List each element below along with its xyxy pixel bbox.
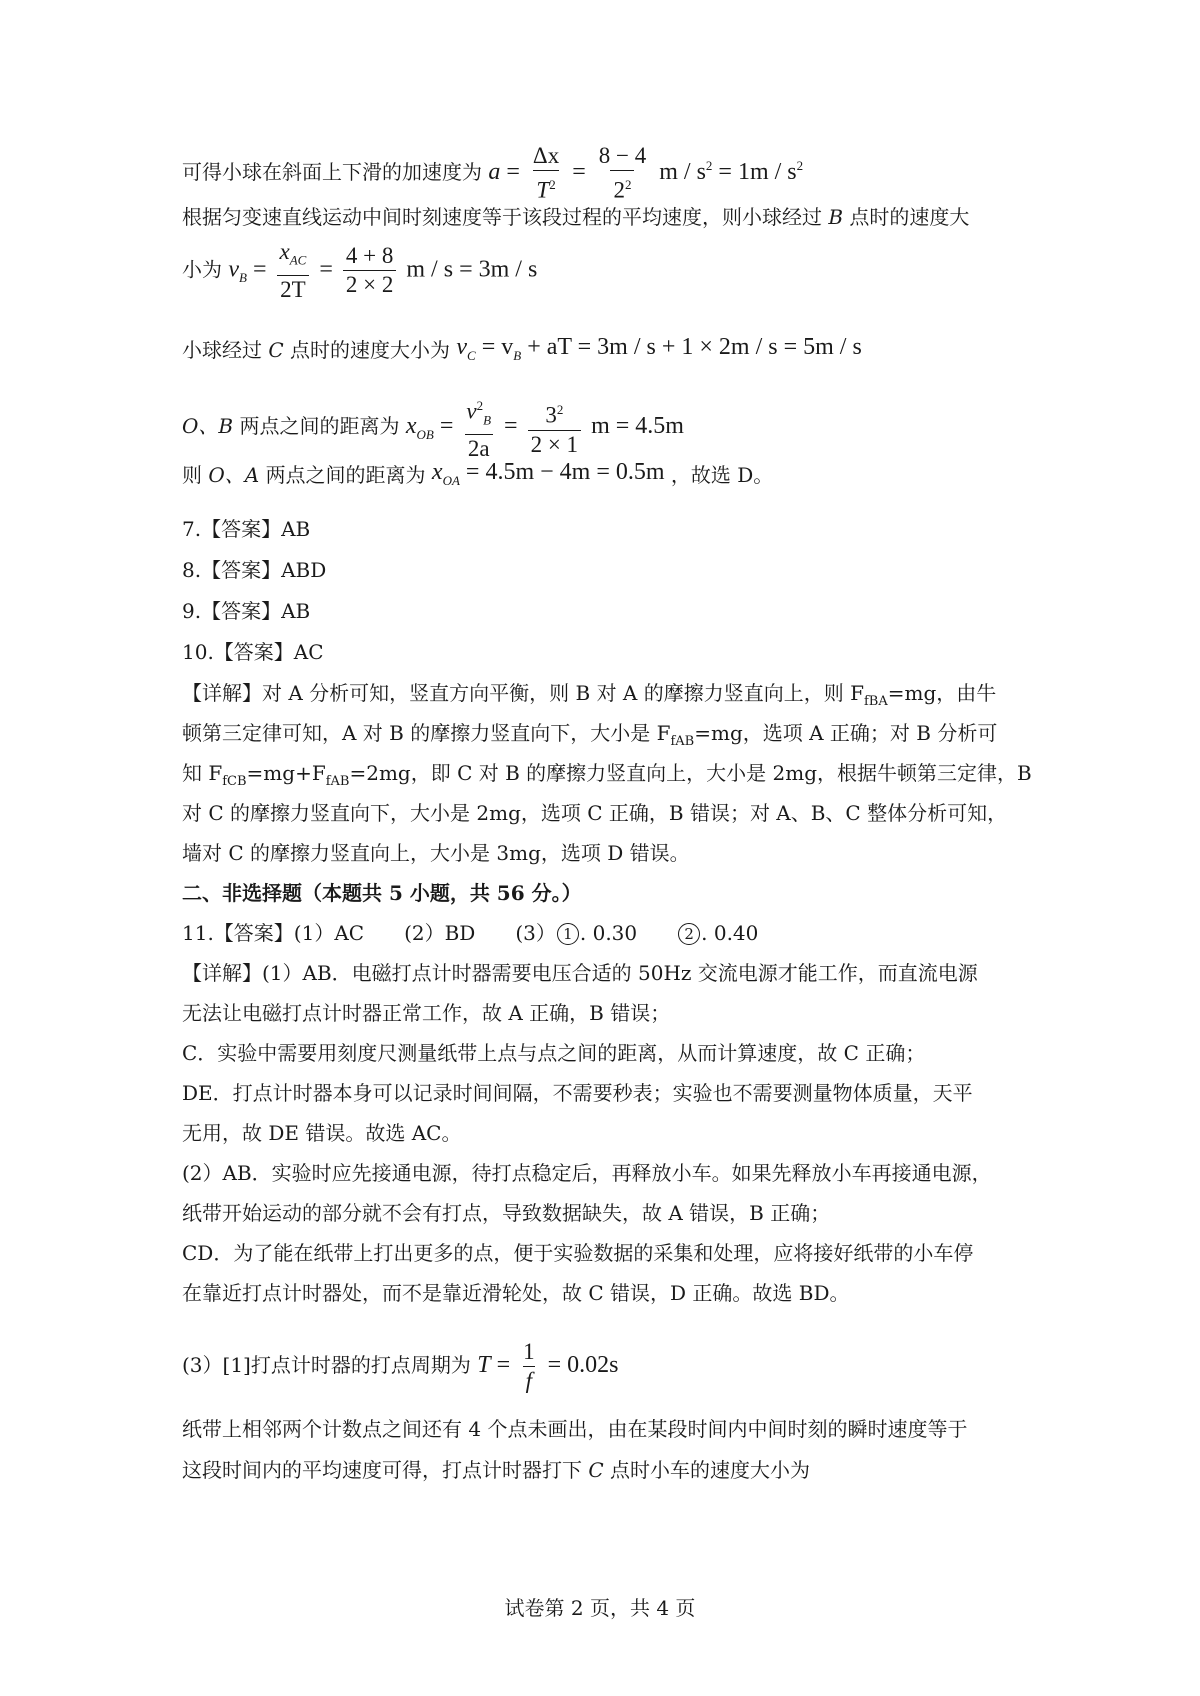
q11-tail-line-1: 纸带上相邻两个计数点之间还有 4 个点未画出，由在某段时间内中间时刻的瞬时速度等于 (182, 1417, 968, 1441)
ob-line: O、B 两点之间的距离为 $x_{OB}$ = $\frac{v^2_B}{2a}$ = $\frac{3^2}{2 \times 1}$ m = 4.5m (182, 392, 684, 463)
answer-8: 8.【答案】ABD (182, 558, 327, 582)
oa-line: 则 O、A 两点之间的距离为 $x_{OA} = 4.5m - 4m = 0.5m$ ，故选 D。 (182, 458, 773, 495)
q11-detail-line: 【详解】(1）AB．电磁打点计时器需要电压合适的 50Hz 交流电源才能工作，而直流电源 (182, 961, 978, 985)
q11-tail-line-2: 这段时间内的平均速度可得，打点计时器打下 C 点时小车的速度大小为 (182, 1458, 811, 1482)
answer-9: 9.【答案】AB (182, 599, 311, 623)
answer-10: 10.【答案】AC (182, 640, 324, 664)
page-footer: 试卷第 2 页，共 4 页 (504, 1596, 696, 1620)
vc-equation: $v_C = v_B$ + aT = 3m / s + 1 × 2m / s = 5m / s (456, 334, 862, 363)
circled-number-1: 1 (557, 923, 579, 945)
q11-detail-line: (2）AB．实验时应先接通电源，待打点稳定后，再释放小车。如果先释放小车再接通电源， (182, 1161, 992, 1185)
q10-detail-line-4: 对 C 的摩擦力竖直向下，大小是 2mg，选项 C 正确，B 错误；对 A、B、C 整体分析可知， (182, 801, 1008, 825)
period-equation: T = $\frac{1}{f}$ = 0.02s (477, 1339, 619, 1393)
circled-number-2: 2 (678, 923, 700, 945)
q11-detail-line: CD．为了能在纸带上打出更多的点，便于实验数据的采集和处理，应将接好纸带的小车停 (182, 1241, 974, 1265)
q10-detail-line-5: 墙对 C 的摩擦力竖直向上，大小是 3mg，选项 D 错误。 (182, 841, 690, 865)
q11-detail-line: DE．打点计时器本身可以记录时间间隔，不需要秒表；实验也不需要测量物体质量，天平 (182, 1081, 973, 1105)
ob-equation: $x_{OB}$ = $\frac{v^2_B}{2a}$ = $\frac{3^2}{2 \times 1}$ m = 4.5m (405, 398, 684, 462)
period-line: (3）[1]打点计时器的打点周期为 T = $\frac{1}{f}$ = 0.02s (182, 1339, 619, 1393)
q10-detail-line-2: 顿第三定律可知，A 对 B 的摩擦力竖直向下，大小是 $F_{fAB}=mg$，选项 A 正确；对 B 分析可 (182, 721, 998, 749)
answer-7: 7.【答案】AB (182, 517, 311, 541)
vc-line: 小球经过 C 点时的速度大小为 $v_C = v_B$ + aT = 3m / s + 1 × 2m / s = 5m / s (182, 333, 862, 370)
accel-intro: 可得小球在斜面上下滑的加速度为 (182, 159, 482, 184)
vb-text-line: 根据匀变速直线运动中间时刻速度等于该段过程的平均速度，则小球经过 B 点时的速度大 (182, 205, 970, 229)
q11-detail-line: 纸带开始运动的部分就不会有打点，导致数据缺失，故 A 错误，B 正确； (182, 1201, 831, 1225)
q11-detail-line: 无法让电磁打点计时器正常工作，故 A 正确，B 错误； (182, 1001, 671, 1025)
q11-detail-line: C．实验中需要用刻度尺测量纸带上点与点之间的距离，从而计算速度，故 C 正确； (182, 1041, 926, 1065)
accel-line (182, 142, 803, 205)
vb-equation-line: 小为 $v_B$ = $\frac{x_{AC}}{2T}$ = $\frac{4 + 8}{2 \times 2}$ m / s = 3m / s (182, 239, 538, 302)
vb-equation: $v_B$ = $\frac{x_{AC}}{2T}$ = $\frac{4 + 8}{2 \times 2}$ m / s = 3m / s (228, 239, 538, 302)
q11-detail-line: 无用，故 DE 错误。故选 AC。 (182, 1121, 462, 1145)
accel-equation: a = $\frac{\Delta x}{T^2}$ = $\frac{8 - 4}{2^2}$ $m / s^2 = 1m / s^2$ (488, 143, 804, 203)
section-2-heading: 二、非选择题（本题共 5 小题，共 56 分。） (182, 881, 582, 905)
q11-detail-line: 在靠近打点计时器处，而不是靠近滑轮处，故 C 错误，D 正确。故选 BD。 (182, 1281, 850, 1305)
oa-equation: $x_{OA} = 4.5m - 4m = 0.5m$ (431, 459, 665, 488)
q10-detail-line-1: 【详解】对 A 分析可知，竖直方向平衡，则 B 对 A 的摩擦力竖直向上，则 $F_{fBA}=mg$，由牛 (182, 681, 997, 709)
answer-11: 11.【答案】(1）AC (2）BD (3） 1 . 0.30 2 . 0.40 (182, 921, 759, 945)
q10-detail-line-3: 知 $F_{fCB}=mg+F_{fAB}=2mg$，即 C 对 B 的摩擦力竖直向上，大小是 2mg，根据牛顿第三定律，B (182, 761, 1032, 789)
